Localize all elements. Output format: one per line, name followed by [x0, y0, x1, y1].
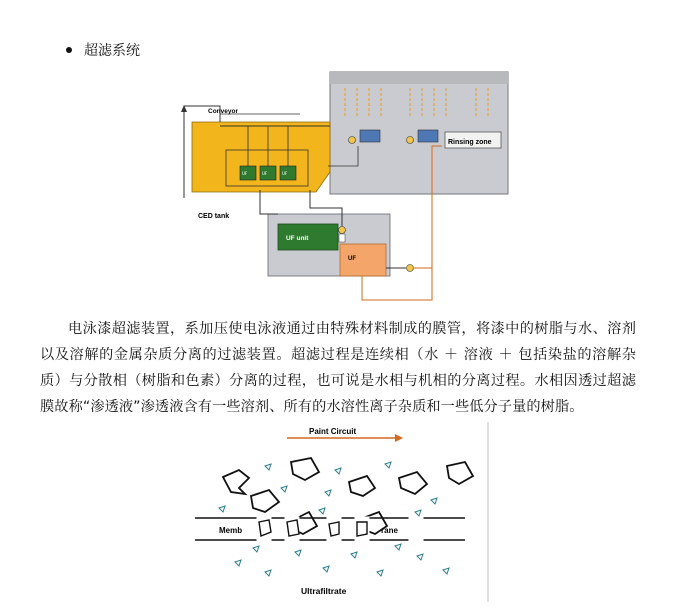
- feed-pipe: [260, 190, 278, 214]
- uf-unit-label: UF unit: [286, 235, 309, 242]
- ultrafiltration-system-diagram: [180, 68, 520, 304]
- ced-tank-area: [192, 122, 330, 192]
- rinsing-zone-top-band: [330, 72, 508, 84]
- uf-module-label: UF: [262, 171, 268, 176]
- pump-icon: [339, 227, 346, 234]
- pump-icon: [407, 137, 414, 144]
- membrane-principle-diagram: [195, 422, 495, 602]
- uf-label: UF: [348, 256, 356, 262]
- arrow-right-icon: [395, 434, 403, 442]
- rinse-tank-2: [418, 130, 438, 142]
- section-heading: [66, 40, 140, 60]
- paint-circuit-label: Paint Circuit: [309, 427, 357, 436]
- uf-module-label: UF: [242, 171, 248, 176]
- membrane-right-label: rane: [381, 526, 398, 535]
- filter-icon: [339, 234, 345, 242]
- membrane-left-label: Memb: [219, 526, 243, 535]
- bullet-icon: [66, 47, 72, 53]
- uf-module-label: UF: [282, 171, 288, 176]
- ced-tank-label: CED tank: [198, 213, 230, 220]
- ultrafiltrate-label: Ultrafiltrate: [301, 586, 347, 596]
- pump-icon: [407, 265, 414, 272]
- description-paragraph: 电泳漆超滤装置，系加压使电泳液通过由特殊材料制成的膜管，将漆中的树脂与水、溶剂以及溶解的金属杂质分离的过滤装置。超滤过程是连续相（水 ＋ 溶液 ＋ 包括染盐的溶解杂质）与分散相（树脂和色素）分离的过程，也可说是水相与机相的分离过程。水相因透过超滤膜故称“渗透液”渗透液含有一些溶剂、所有的水溶性离子杂质和一些低分子量的树脂。: [40, 321, 636, 415]
- uf-permeate-tank: [340, 244, 386, 276]
- rinse-tank-1: [360, 130, 380, 142]
- membrane-pores: [257, 517, 423, 541]
- pump-icon: [349, 137, 356, 144]
- section-title: 超滤系统: [84, 43, 140, 59]
- rinsing-zone-label: Rinsing zone: [448, 139, 492, 146]
- conveyor-label: Conveyor: [208, 108, 238, 115]
